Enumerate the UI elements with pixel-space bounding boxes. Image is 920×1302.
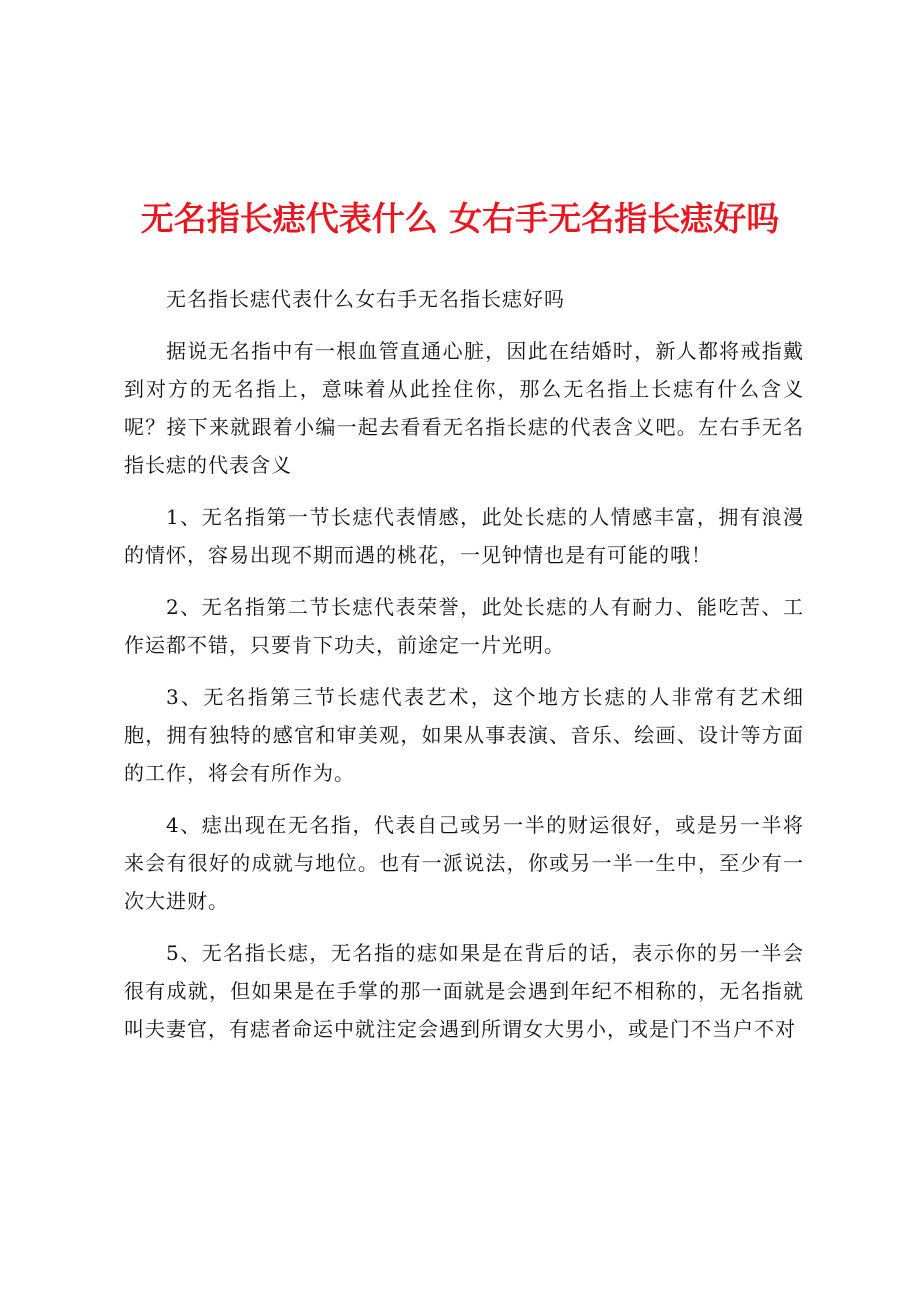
document-body xyxy=(124,280,804,1062)
list-item-paragraph: 2、无名指第二节长痣代表荣誉，此处长痣的人有耐力、能吃苦、工作运都不错，只要肯下功夫，前途定一片光明。 xyxy=(124,595,804,657)
intro-paragraph: 据说无名指中有一根血管直通心脏，因此在结婚时，新人都将戒指戴到对方的无名指上，意味着从此拴住你，那么无名指上长痣有什么含义呢？接下来就跟着小编一起去看看无名指长痣的代表含义吧。左右手无名指长痣的代表含义 xyxy=(124,339,804,477)
list-item-paragraph: 3、无名指第三节长痣代表艺术，这个地方长痣的人非常有艺术细胞，拥有独特的感官和审美观，如果从事表演、音乐、绘画、设计等方面的工作，将会有所作为。 xyxy=(124,685,804,785)
document-title: 无名指长痣代表什么 女右手无名指长痣好吗 xyxy=(140,199,780,238)
subtitle-paragraph: 无名指长痣代表什么女右手无名指长痣好吗 xyxy=(166,287,565,311)
list-item-paragraph: 5、无名指长痣，无名指的痣如果是在背后的话，表示你的另一半会很有成就，但如果是在手掌的那一面就是会遇到年纪不相称的，无名指就叫夫妻官，有痣者命运中就注定会遇到所谓女大男小，或是门不当户不对 xyxy=(124,941,804,1041)
list-item-paragraph: 1、无名指第一节长痣代表情感，此处长痣的人情感丰富，拥有浪漫的情怀，容易出现不期而遇的桃花，一见钟情也是有可能的哦！ xyxy=(124,505,804,567)
list-item-paragraph: 4、痣出现在无名指，代表自己或另一半的财运很好，或是另一半将来会有很好的成就与地位。也有一派说法，你或另一半一生中，至少有一次大进财。 xyxy=(124,813,804,913)
